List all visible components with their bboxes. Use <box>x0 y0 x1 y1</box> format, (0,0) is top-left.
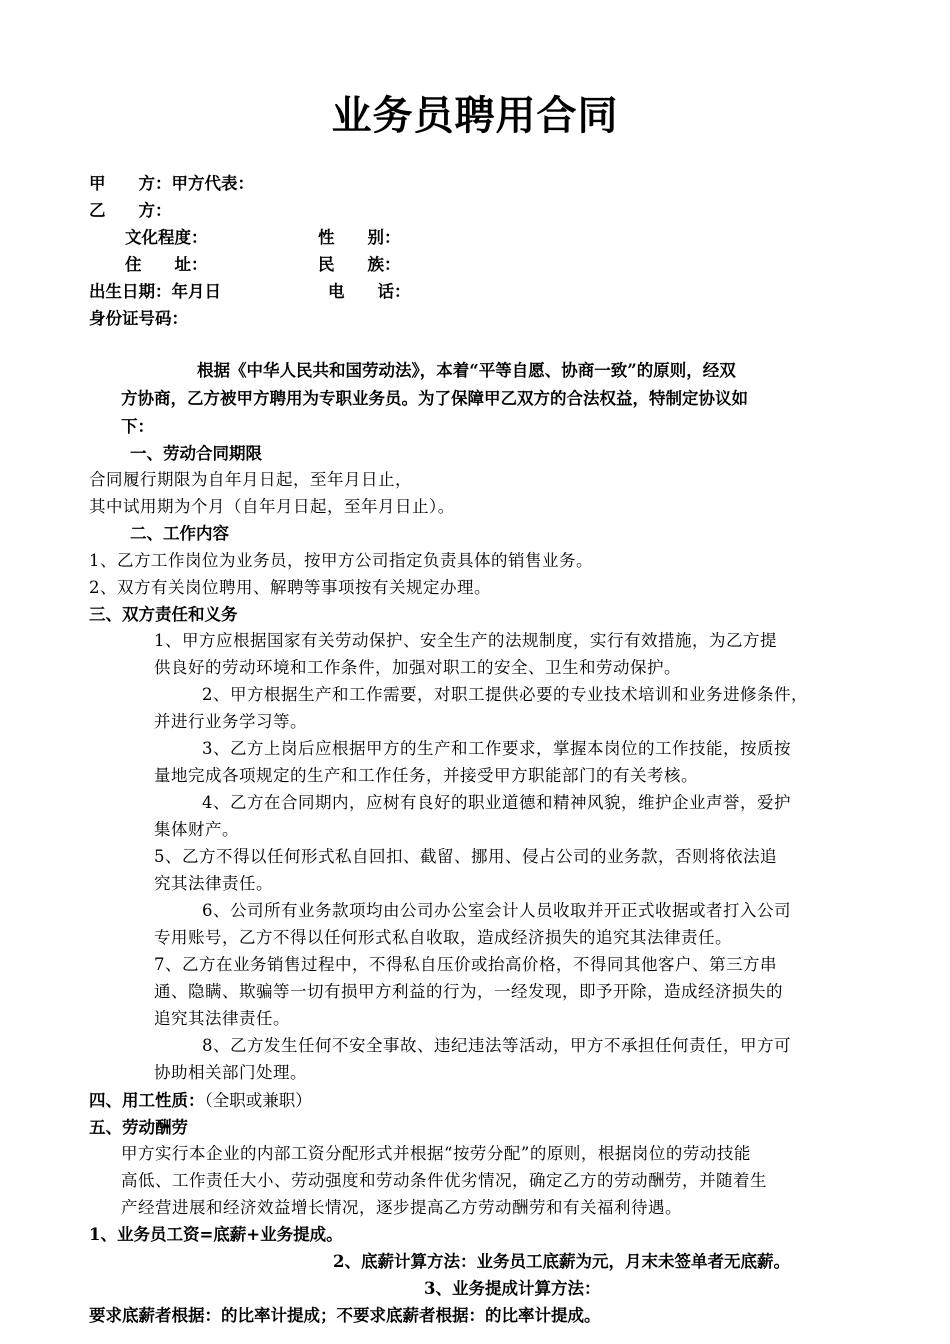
paragraph-line: 量地完成各项规定的生产和工作任务，并接受甲方职能部门的有关考核。 <box>154 766 698 785</box>
employment-type-row <box>89 1089 312 1113</box>
section-heading: 五、劳动酬劳 <box>89 1118 188 1137</box>
paragraph-line: 通、隐瞒、欺骗等一切有损甲方利益的行为，一经发现，即予开除，造成经济损失的 <box>154 982 783 1001</box>
paragraph-line: 4、乙方在合同期内，应树有良好的职业道德和精神风貌，维护企业声誉，爱护 <box>202 793 791 812</box>
birth-date-field: 出生日期：年月日 <box>89 282 221 301</box>
gender-field: 性 别： <box>318 228 401 247</box>
paragraph-line: 高低、工作责任大小、劳动强度和劳动条件优劣情况，确定乙方的劳动酬劳，并随着生 <box>121 1171 767 1190</box>
address-field: 住 址： <box>125 255 208 274</box>
paragraph-line: 集体财产。 <box>154 820 239 839</box>
id-number-field: 身份证号码： <box>89 309 188 328</box>
paragraph-line: 3、乙方上岗后应根据甲方的生产和工作要求，掌握本岗位的工作技能，按质按 <box>202 739 791 758</box>
section-heading: 三、双方责任和义务 <box>89 605 238 624</box>
phone-field: 电 话： <box>328 282 411 301</box>
party-a-field: 甲 方：甲方代表： <box>89 174 254 193</box>
paragraph-line: 5、乙方不得以任何形式私自回扣、截留、挪用、侵占公司的业务款，否则将依法追 <box>154 847 777 866</box>
paragraph-line: 7、乙方在业务销售过程中，不得私自压价或抬高价格，不得同其他客户、第三方串 <box>154 955 777 974</box>
section-heading: 四、用工性质： <box>89 1091 205 1110</box>
intro-line: 根据《中华人民共和国劳动法》，本着“平等自愿、协商一致”的原则，经双 <box>197 361 736 380</box>
paragraph-line: 1、乙方工作岗位为业务员，按甲方公司指定负责具体的销售业务。 <box>89 551 593 570</box>
paragraph-line: 究其法律责任。 <box>154 874 273 893</box>
salary-item: 1、业务员工资=底薪+业务提成。 <box>89 1225 343 1244</box>
paragraph-line: 供良好的劳动环境和工作条件，加强对职工的安全、卫生和劳动保护。 <box>154 658 681 677</box>
paragraph-line: 产经营进展和经济效益增长情况，逐步提高乙方劳动酬劳和有关福利待遇。 <box>121 1198 682 1217</box>
paragraph-line: 协助相关部门处理。 <box>154 1063 307 1082</box>
section-heading: 一、劳动合同期限 <box>130 444 262 463</box>
paragraph-line: 合同履行期限为自年月日起，至年月日止， <box>89 470 412 489</box>
intro-line: 下： <box>121 417 154 436</box>
section-heading: 二、工作内容 <box>130 524 229 543</box>
paragraph-line: 甲方实行本企业的内部工资分配形式并根据“按劳分配”的原则，根据岗位的劳动技能 <box>121 1144 751 1163</box>
paragraph-line: 6、公司所有业务款项均由公司办公室会计人员收取并开正式收据或者打入公司 <box>202 901 791 920</box>
paragraph-line: 专用账号，乙方不得以任何形式私自收取，造成经济损失的追究其法律责任。 <box>154 928 732 947</box>
paragraph-line: 8、乙方发生任何不安全事故、违纪违法等活动，甲方不承担任何责任，甲方可 <box>202 1036 791 1055</box>
party-b-field: 乙 方： <box>89 201 172 220</box>
paragraph-line: 2、甲方根据生产和工作需要，对职工提供必要的专业技术培训和业务进修条件， <box>202 685 808 704</box>
document-title: 业务员聘用合同 <box>331 93 619 139</box>
salary-item: 3、业务提成计算方法： <box>424 1279 601 1298</box>
paragraph-line: 2、双方有关岗位聘用、解聘等事项按有关规定办理。 <box>89 578 491 597</box>
education-field: 文化程度： <box>125 228 208 247</box>
ethnicity-field: 民 族： <box>318 255 401 274</box>
paragraph-line: 1、甲方应根据国家有关劳动保护、安全生产的法规制度，实行有效措施，为乙方提 <box>154 631 777 650</box>
salary-item: 要求底薪者根据：的比率计提成；不要求底薪者根据：的比率计提成。 <box>89 1306 601 1325</box>
paragraph-line: 并进行业务学习等。 <box>154 712 307 731</box>
employment-type-value: （全职或兼职） <box>204 1091 312 1110</box>
intro-line: 方协商，乙方被甲方聘用为专职业务员。为了保障甲乙双方的合法权益，特制定协议如 <box>121 389 748 408</box>
salary-item: 2、底薪计算方法：业务员工底薪为元，月末未签单者无底薪。 <box>333 1252 790 1271</box>
paragraph-line: 追究其法律责任。 <box>154 1009 290 1028</box>
paragraph-line: 其中试用期为个月（自年月日起，至年月日止）。 <box>89 497 455 516</box>
